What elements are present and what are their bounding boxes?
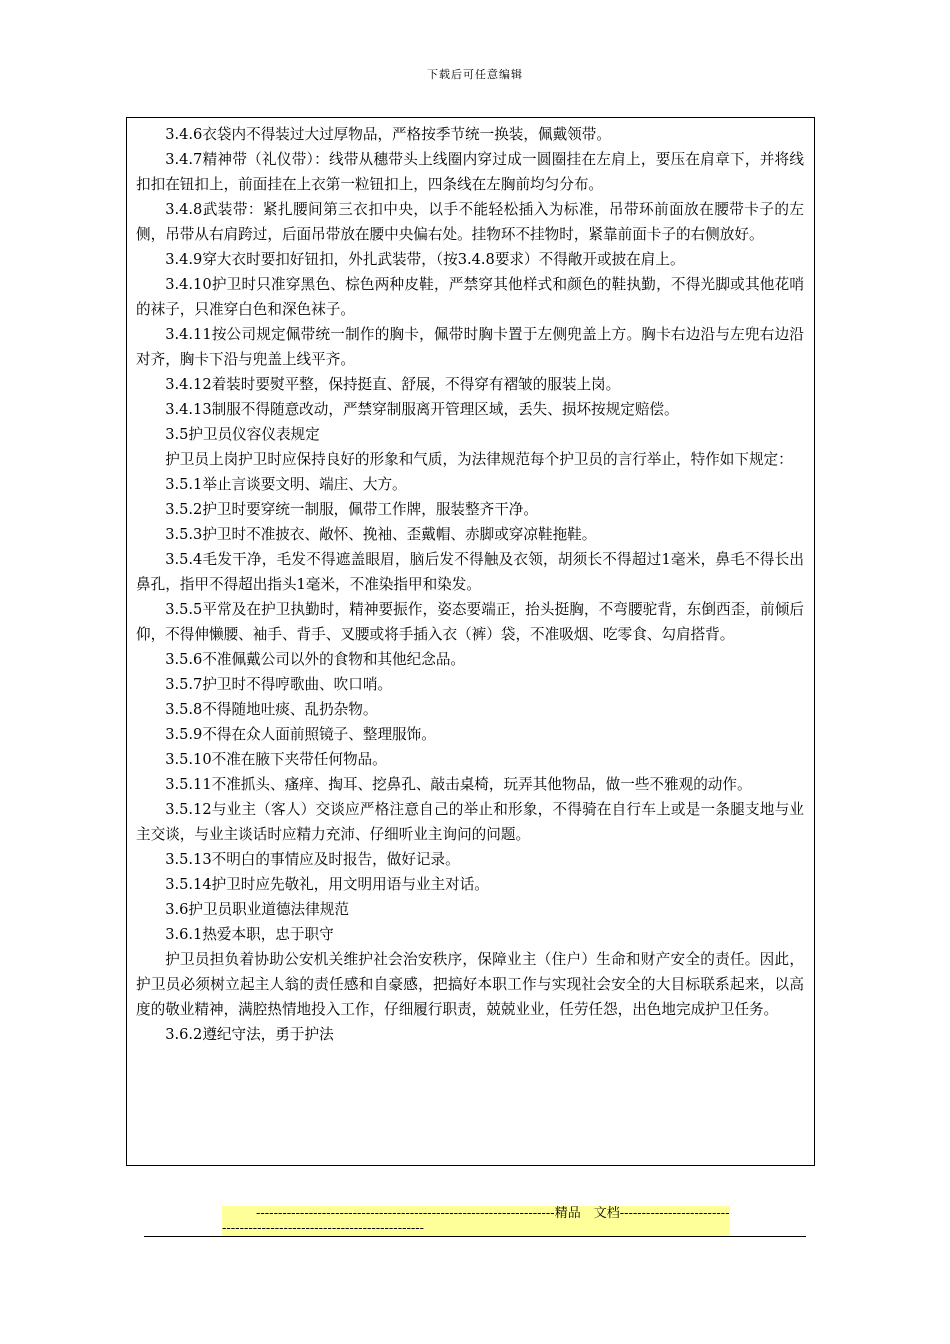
document-body [126,117,815,1166]
section-heading: 3.6护卫员职业道德法律规范 [165,901,349,918]
paragraph: 3.5.11不准抓头、瘙痒、掏耳、挖鼻孔、敲击桌椅，玩弄其他物品，做一些不雅观的动作。 [165,776,752,793]
paragraph: 护卫员上岗护卫时应保持良好的形象和气质，为法律规范每个护卫员的言行举止，特作如下规定： [165,451,793,468]
paragraph: 3.5.3护卫时不准披衣、敞怀、挽袖、歪戴帽、赤脚或穿凉鞋拖鞋。 [165,526,597,543]
subsection-heading: 3.6.1热爱本职，忠于职守 [165,926,334,943]
paragraph: 3.5.13不明白的事情应及时报告，做好记录。 [165,851,460,868]
paragraph: 3.5.2护卫时要穿统一制服，佩带工作牌，服装整齐干净。 [165,501,538,518]
subsection-heading: 3.6.2遵纪守法，勇于护法 [165,1026,334,1043]
paragraph: 3.5.6不准佩戴公司以外的食物和其他纪念品。 [165,651,466,668]
page-header: 下载后可任意编辑 [427,68,523,81]
paragraph: 护卫员担负着协助公安机关维护社会治安秩序，保障业主（住户）生命和财产安全的责任。因此，护卫员必须树立起主人翁的责任感和自豪感，把搞好本职工作与实现社会安全的大目标联系起来，以高度的敬业精神，满腔热情地投入工作，仔细履行职责，兢兢业业，任劳任怨，出色地完成护卫任务。 [136,951,804,1018]
paragraph: 3.5.5平常及在护卫执勤时，精神要振作，姿态要端正，抬头挺胸，不弯腰驼背，东倒西歪，前倾后仰，不得伸懒腰、袖手、背手、叉腰或将手插入衣（裤）袋，不准吸烟、吃零食、勾肩搭背。 [136,601,804,643]
paragraph: 3.5.1举止言谈要文明、端庄、大方。 [165,476,407,493]
paragraph: 3.5.4毛发干净，毛发不得遮盖眼眉，脑后发不得触及衣领，胡须长不得超过1毫米，鼻毛不得长出鼻孔，指甲不得超出指头1毫米，不准染指甲和染发。 [136,551,804,593]
paragraph: 3.4.12着装时要熨平整，保持挺直、舒展，不得穿有褶皱的服装上岗。 [165,376,621,393]
paragraph: 3.5.7护卫时不得哼歌曲、吹口哨。 [165,676,393,693]
paragraph: 3.4.9穿大衣时要扣好钮扣，外扎武装带，（按3.4.8要求）不得敞开或披在肩上。 [165,251,685,268]
paragraph: 3.4.6衣袋内不得装过大过厚物品，严格按季节统一换装，佩戴领带。 [165,126,611,143]
footer-divider [144,1236,806,1237]
paragraph: 3.4.11按公司规定佩带统一制作的胸卡，佩带时胸卡置于左侧兜盖上方。胸卡右边沿与左兜右边沿对齐，胸卡下沿与兜盖上线平齐。 [136,326,804,368]
paragraph: 3.5.12与业主（客人）交谈应严格注意自己的举止和形象，不得骑在自行车上或是一条腿支地与业主交谈，与业主谈话时应精力充沛、仔细听业主询问的问题。 [136,801,804,843]
paragraph: 3.4.10护卫时只准穿黑色、棕色两种皮鞋，严禁穿其他样式和颜色的鞋执勤，不得光脚或其他花哨的袜子，只准穿白色和深色袜子。 [136,276,804,318]
footer-watermark [222,1206,730,1236]
paragraph: 3.4.13制服不得随意改动，严禁穿制服离开管理区域，丢失、损坏按规定赔偿。 [165,401,679,418]
paragraph: 3.5.8不得随地吐痰、乱扔杂物。 [165,701,378,718]
paragraph: 3.5.14护卫时应先敬礼，用文明用语与业主对话。 [165,876,489,893]
paragraph: 3.5.10不准在腋下夹带任何物品。 [165,751,387,768]
footer-watermark-text: --------------------------------------------------------------------精品 文档----------------------------------------------------------------------- [222,1206,730,1236]
paragraph: 3.4.8武装带：紧扎腰间第三衣扣中央，以手不能轻松插入为标准，吊带环前面放在腰带卡子的左侧，吊带从右肩跨过，后面吊带放在腰中央偏右处。挂物环不挂物时，紧靠前面卡子的右侧放好。 [136,201,804,243]
paragraph: 3.5.9不得在众人面前照镜子、整理服饰。 [165,726,436,743]
section-heading: 3.5护卫员仪容仪表规定 [165,426,320,443]
paragraph: 3.4.7精神带（礼仪带）：线带从穗带头上线圈内穿过成一圆圈挂在左肩上，要压在肩章下，并将线扣扣在钮扣上，前面挂在上衣第一粒钮扣上，四条线在左胸前均匀分布。 [136,151,804,193]
